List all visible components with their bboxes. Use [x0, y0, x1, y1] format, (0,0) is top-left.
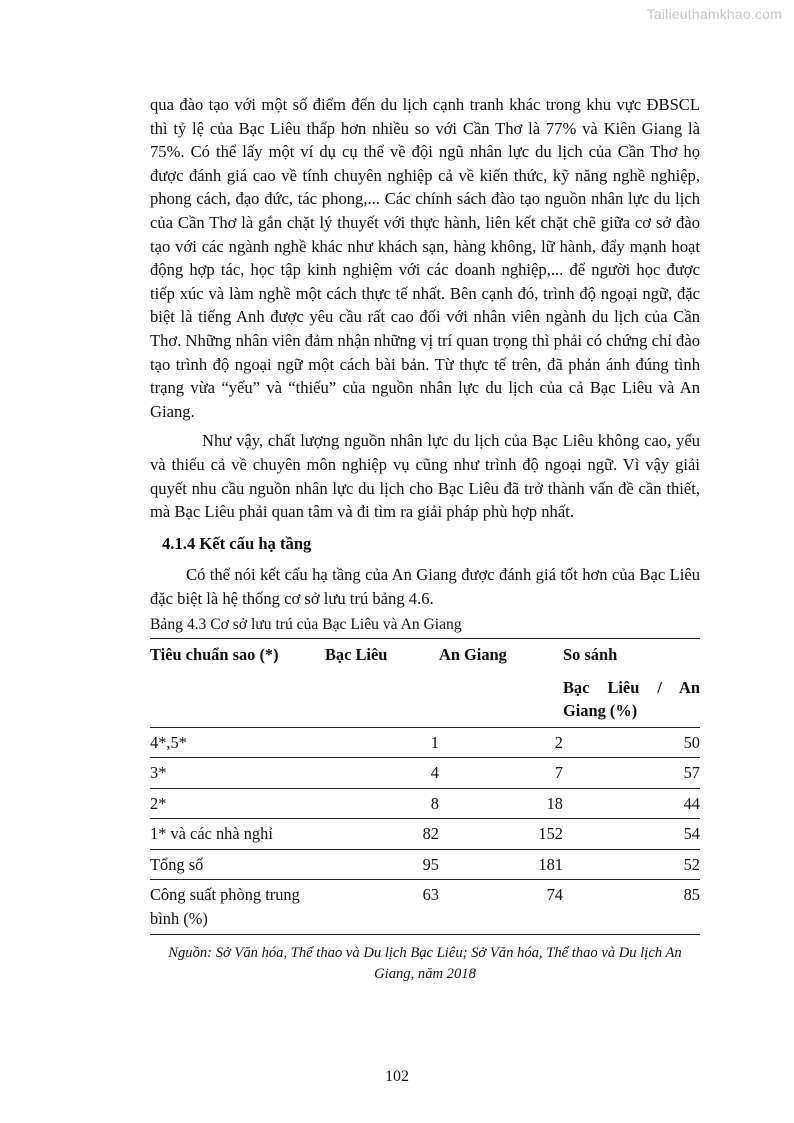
cell-bac-lieu: 4 — [325, 758, 439, 789]
accommodation-table — [150, 638, 700, 935]
table-row — [150, 849, 700, 880]
cell-ratio: 54 — [563, 819, 700, 850]
cell-an-giang: 74 — [439, 880, 563, 935]
header-comparison-label: So sánh — [563, 645, 618, 665]
cell-ratio: 50 — [563, 727, 700, 758]
cell-bac-lieu: 82 — [325, 819, 439, 850]
row-label: Công suất phòng trung bình (%) — [150, 880, 325, 935]
watermark: Tailieuthamkhao.com — [646, 6, 782, 22]
table-caption: Bảng 4.3 Cơ sở lưu trú của Bạc Liêu và An Giang — [150, 616, 462, 634]
cell-bac-lieu: 1 — [325, 727, 439, 758]
cell-an-giang: 2 — [439, 727, 563, 758]
cell-bac-lieu: 8 — [325, 788, 439, 819]
table-row — [150, 758, 700, 789]
header-an-giang: An Giang — [439, 639, 563, 728]
table-row — [150, 819, 700, 850]
table-header-row — [150, 639, 700, 728]
cell-ratio: 57 — [563, 758, 700, 789]
row-label: 3* — [150, 758, 325, 789]
table-row — [150, 788, 700, 819]
cell-ratio: 52 — [563, 849, 700, 880]
cell-ratio: 44 — [563, 788, 700, 819]
row-label: 4*,5* — [150, 727, 325, 758]
row-label: 1* và các nhà nghỉ — [150, 819, 325, 850]
section-heading: 4.1.4 Kết cấu hạ tầng — [162, 533, 312, 553]
header-comparison-sub: Bạc Liêu / An Giang (%) — [563, 677, 700, 721]
header-star-standard: Tiêu chuẩn sao (*) — [150, 639, 325, 728]
cell-an-giang: 7 — [439, 758, 563, 789]
cell-an-giang: 152 — [439, 819, 563, 850]
page-content — [150, 93, 700, 985]
cell-an-giang: 18 — [439, 788, 563, 819]
cell-ratio: 85 — [563, 880, 700, 935]
header-comparison — [563, 639, 700, 728]
table-source: Nguồn: Sở Văn hóa, Thể thao và Du lịch Bạc Liêu; Sở Văn hóa, Thể thao và Du lịch An Giang, năm 2018 — [168, 945, 682, 983]
page-number: 102 — [385, 1068, 409, 1085]
body-paragraph: qua đào tạo với một số điểm đến du lịch cạnh tranh khác trong khu vực ĐBSCL thì tỷ lệ của Bạc Liêu thấp hơn nhiều so với Cần Thơ là 77% và Kiên Giang là 75%. Có thể lấy một ví dụ cụ thể về đội ngũ nhân lực du lịch của Cần Thơ họ được đánh giá cao về tính chuyên nghiệp cả về kiến thức, kỹ năng nghề nghiệp, phong cách, đạo đức, tác phong,... Các chính sách đào tạo nguồn nhân lực du lịch của Cần Thơ là gắn chặt lý thuyết với thực hành, liên kết chặt chẽ giữa cơ sở đào tạo với các ngành nghề khác như khách sạn, hàng không, lữ hành, đẩy mạnh hoạt động hợp tác, học tập kinh nghiệm với các doanh nghiệp,... để người học được tiếp xúc và làm nghề một cách thực tế nhất. Bên cạnh đó, trình độ ngoại ngữ, đặc biệt là tiếng Anh được yêu cầu rất cao đối với nhân viên ngành du lịch của Cần Thơ. Những nhân viên đảm nhận những vị trí quan trọng thì phải có chứng chỉ đào tạo trình độ ngoại ngữ một cách bài bản. Từ thực tế trên, đã phản ánh đúng tình trạng vừa “yếu” và “thiếu” của nguồn nhân lực du lịch của cả Bạc Liêu và An Giang. — [150, 95, 700, 421]
table-row — [150, 727, 700, 758]
table-row — [150, 880, 700, 935]
section-paragraph: Có thể nói kết cấu hạ tầng của An Giang được đánh giá tốt hơn của Bạc Liêu đặc biệt là hệ thống cơ sở lưu trú bảng 4.6. — [150, 565, 700, 608]
cell-bac-lieu: 95 — [325, 849, 439, 880]
cell-an-giang: 181 — [439, 849, 563, 880]
header-bac-lieu: Bạc Liêu — [325, 639, 439, 728]
body-paragraph: Như vậy, chất lượng nguồn nhân lực du lịch của Bạc Liêu không cao, yếu và thiếu cả về chuyên môn nghiệp vụ cũng như trình độ ngoại ngữ. Vì vậy giải quyết nhu cầu nguồn nhân lực du lịch cho Bạc Liêu đã trở thành vấn đề cần thiết, mà Bạc Liêu phải quan tâm và đi tìm ra giải pháp phù hợp nhất. — [150, 431, 700, 522]
row-label: Tổng số — [150, 849, 325, 880]
row-label: 2* — [150, 788, 325, 819]
cell-bac-lieu: 63 — [325, 880, 439, 935]
